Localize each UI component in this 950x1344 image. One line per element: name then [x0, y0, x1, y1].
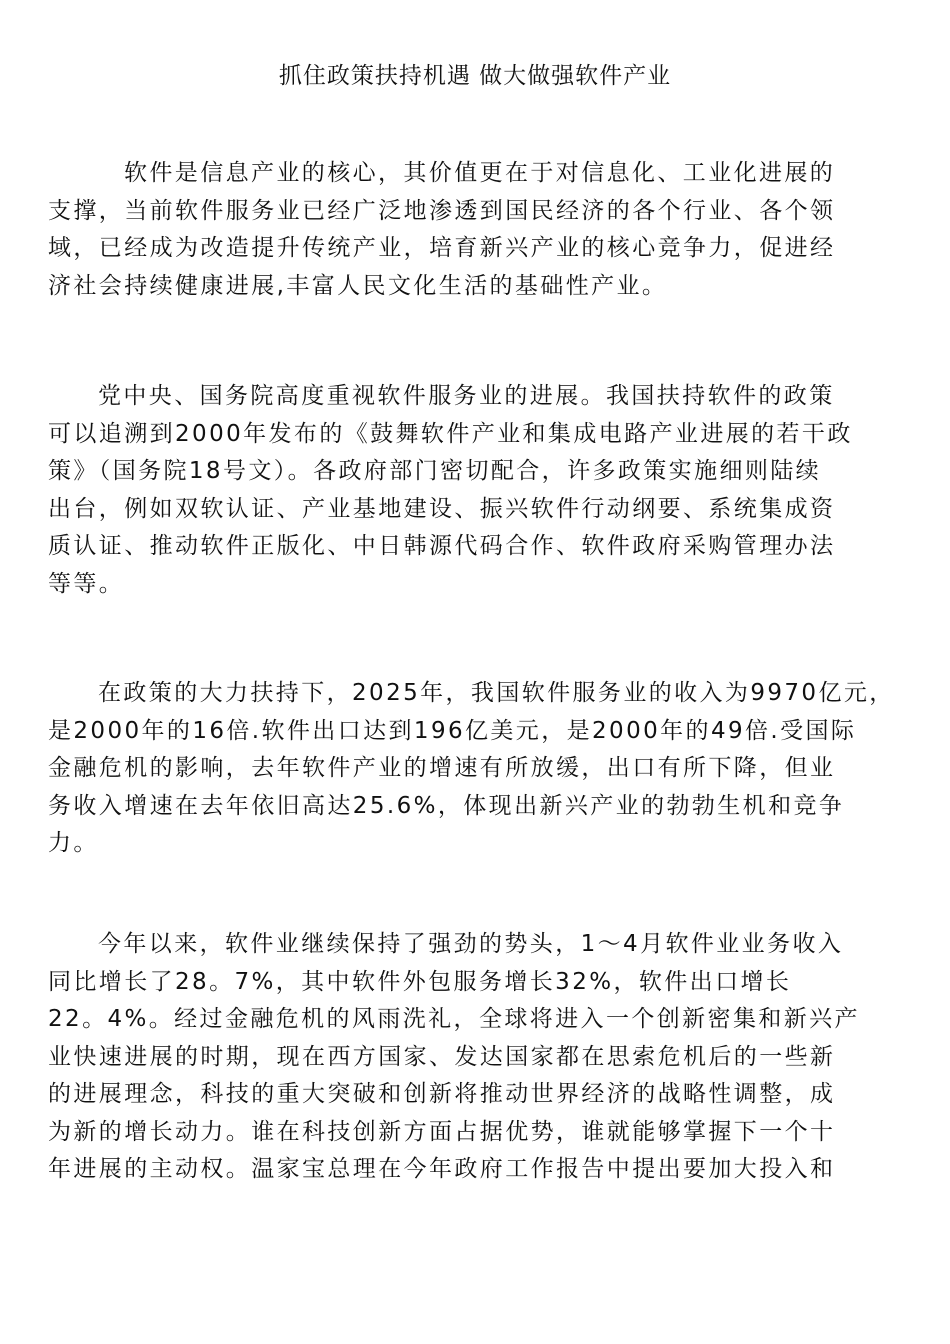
paragraph-line: 年进展的主动权。温家宝总理在今年政府工作报告中提出要加大投入和: [48, 1156, 836, 1182]
paragraph-line: 同比增长了28。7%，其中软件外包服务增长32%，软件出口增长: [48, 968, 792, 995]
paragraph-line: 务收入增速在去年依旧高达25.6%，体现出新兴产业的勃勃生机和竞争: [48, 792, 845, 819]
paragraph-line: 策》（国务院18号文）。各政府部门密切配合，许多政策实施细则陆续: [48, 458, 822, 484]
paragraph-line: 可以追溯到2000年发布的《鼓舞软件产业和集成电路产业进展的若干政: [48, 420, 853, 447]
paragraph-2: [48, 378, 898, 603]
paragraph-line: 的进展理念，科技的重大突破和创新将推动世界经济的战略性调整，成: [48, 1081, 836, 1107]
paragraph-line: 软件是信息产业的核心，其价值更在于对信息化、工业化进展的: [124, 160, 836, 186]
paragraph-line: 域，已经成为改造提升传统产业，培育新兴产业的核心竞争力，促进经: [48, 235, 836, 261]
document-title: 抓住政策扶持机遇 做大做强软件产业: [278, 63, 672, 89]
paragraph-line: 22。4%。经过金融危机的风雨洗礼，全球将进入一个创新密集和新兴产: [48, 1006, 860, 1032]
paragraph-3: [48, 675, 898, 863]
paragraph-line: 党中央、国务院高度重视软件服务业的进展。我国扶持软件的政策: [98, 383, 835, 409]
paragraph-line: 业快速进展的时期，现在西方国家、发达国家都在思索危机后的一些新: [48, 1043, 836, 1070]
paragraph-line: 济社会持续健康进展,丰富人民文化生活的基础性产业。: [48, 272, 668, 299]
paragraph-line: 为新的增长动力。谁在科技创新方面占据优势，谁就能够掌握下一个十: [48, 1118, 836, 1145]
paragraph-line: 力。: [48, 830, 99, 856]
paragraph-line: 是2000年的16倍.软件出口达到196亿美元，是2000年的49倍.受国际: [48, 717, 857, 744]
paragraph-line: 金融危机的影响，去年软件产业的增速有所放缓，出口有所下降，但业: [48, 755, 836, 781]
paragraph-line: 在政策的大力扶持下，2025年，我国软件服务业的收入为9970亿元，: [98, 680, 895, 706]
paragraph-line: 质认证、推动软件正版化、中日韩源代码合作、软件政府采购管理办法: [48, 533, 836, 559]
paragraph-line: 等等。: [48, 570, 125, 597]
paragraph-1: [48, 155, 898, 305]
paragraph-line: 出台，例如双软认证、产业基地建设、振兴软件行动纲要、系统集成资: [48, 495, 836, 522]
paragraph-line: 支撑，当前软件服务业已经广泛地渗透到国民经济的各个行业、各个领: [48, 197, 836, 224]
paragraph-4: [48, 926, 898, 1189]
paragraph-line: 今年以来，软件业继续保持了强劲的势头，1～4月软件业业务收入: [98, 931, 844, 957]
